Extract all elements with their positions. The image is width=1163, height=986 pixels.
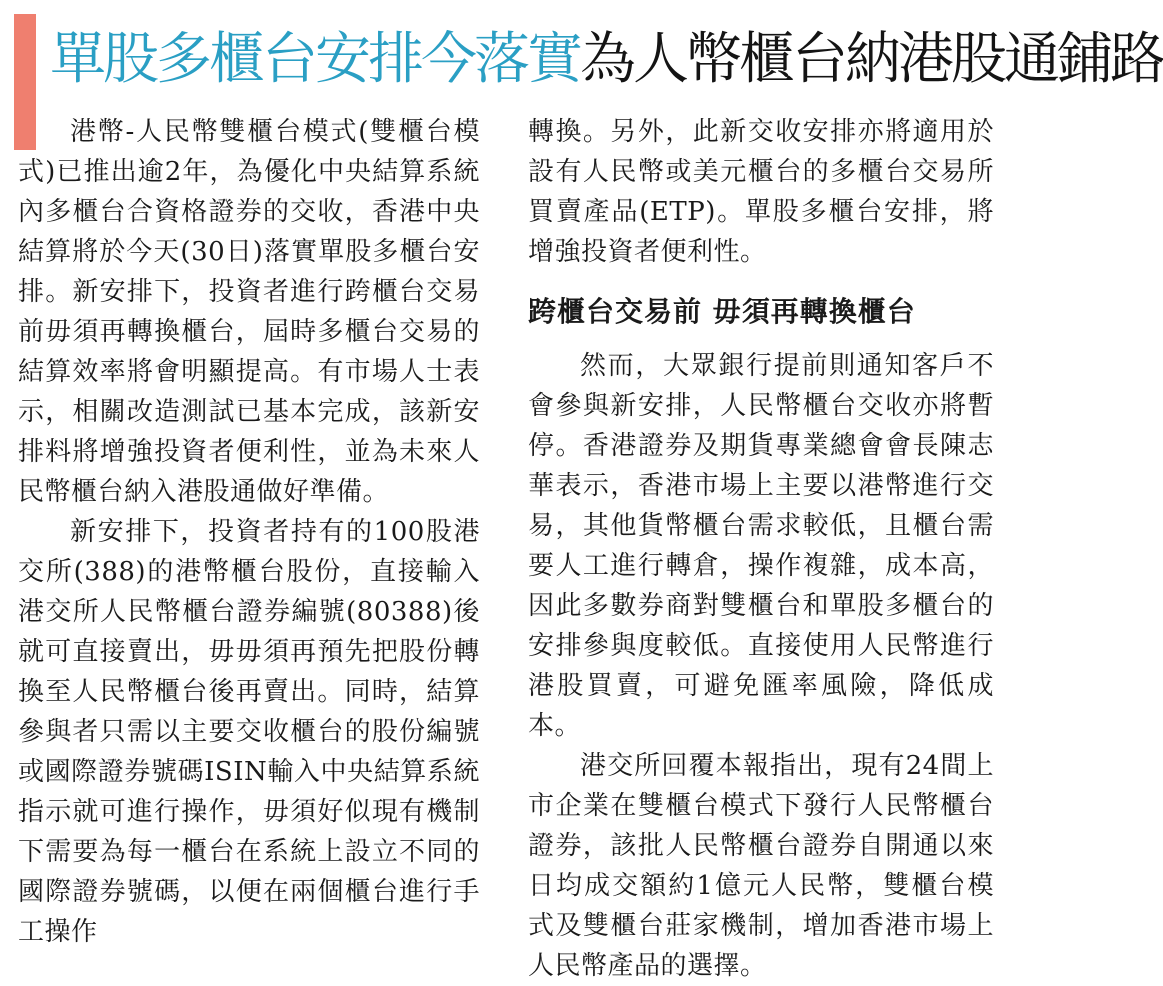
paragraph-bank-notice: 然而，大眾銀行提前則通知客戶不會參與新安排，人民幣櫃台交收亦將暫停。香港證券及期貨專業總會會長陳志華表示，香港市場上主要以港幣進行交易，其他貨幣櫃台需求較低，且櫃台需要人工進行轉倉，操作複雜，成本高，因此多數券商對雙櫃台和單股多櫃台的安排參與度較低。直接使用人民幣進行港股買賣，可避免匯率風險，降低成本。 <box>528 351 994 741</box>
paragraph-continuation: 轉換。另外，此新交收安排亦將適用於設有人民幣或美元櫃台的多櫃台交易所買賣產品(ETP)。單股多櫃台安排，將增強投資者便利性。 <box>528 117 994 267</box>
headline <box>50 10 1163 110</box>
article-column-right <box>528 112 994 986</box>
headline-blue-part: 單股多櫃台安排今落實 <box>50 27 580 92</box>
paragraph-hkex-reply: 港交所回覆本報指出，現有24間上市企業在雙櫃台模式下發行人民幣櫃台證券，該批人民幣櫃台證券自開通以來日均成交額約1億元人民幣，雙櫃台模式及雙櫃台莊家機制，增加香港市場上人民幣產品的選擇。 <box>528 751 994 981</box>
paragraph-new-arrangement: 新安排下，投資者持有的100股港交所(388)的港幣櫃台股份，直接輸入港交所人民幣櫃台證券編號(80388)後就可直接賣出，毋毋須再預先把股份轉換至人民幣櫃台後再賣出。同時，結算參與者只需以主要交收櫃台的股份編號或國際證券號碼ISIN輸入中央結算系統指示就可進行操作，毋須好似現有機制下需要為每一櫃台在系統上設立不同的國際證券號碼，以便在兩個櫃台進行手工操作 <box>18 517 480 947</box>
subheading: 跨櫃台交易前 毋須再轉換櫃台 <box>528 295 916 328</box>
paragraph-intro: 港幣-人民幣雙櫃台模式(雙櫃台模式)已推出逾2年，為優化中央結算系統內多櫃台合資格證券的交收，香港中央結算將於今天(30日)落實單股多櫃台安排。新安排下，投資者進行跨櫃台交易前毋須再轉換櫃台，屆時多櫃台交易的結算效率將會明顯提高。有市場人士表示，相關改造測試已基本完成，該新安排料將增強投資者便利性，並為未來人民幣櫃台納入港股通做好準備。 <box>18 117 480 507</box>
article-column-left <box>18 112 480 952</box>
headline-black-part: 為人幣櫃台納港股通鋪路 <box>580 27 1163 92</box>
